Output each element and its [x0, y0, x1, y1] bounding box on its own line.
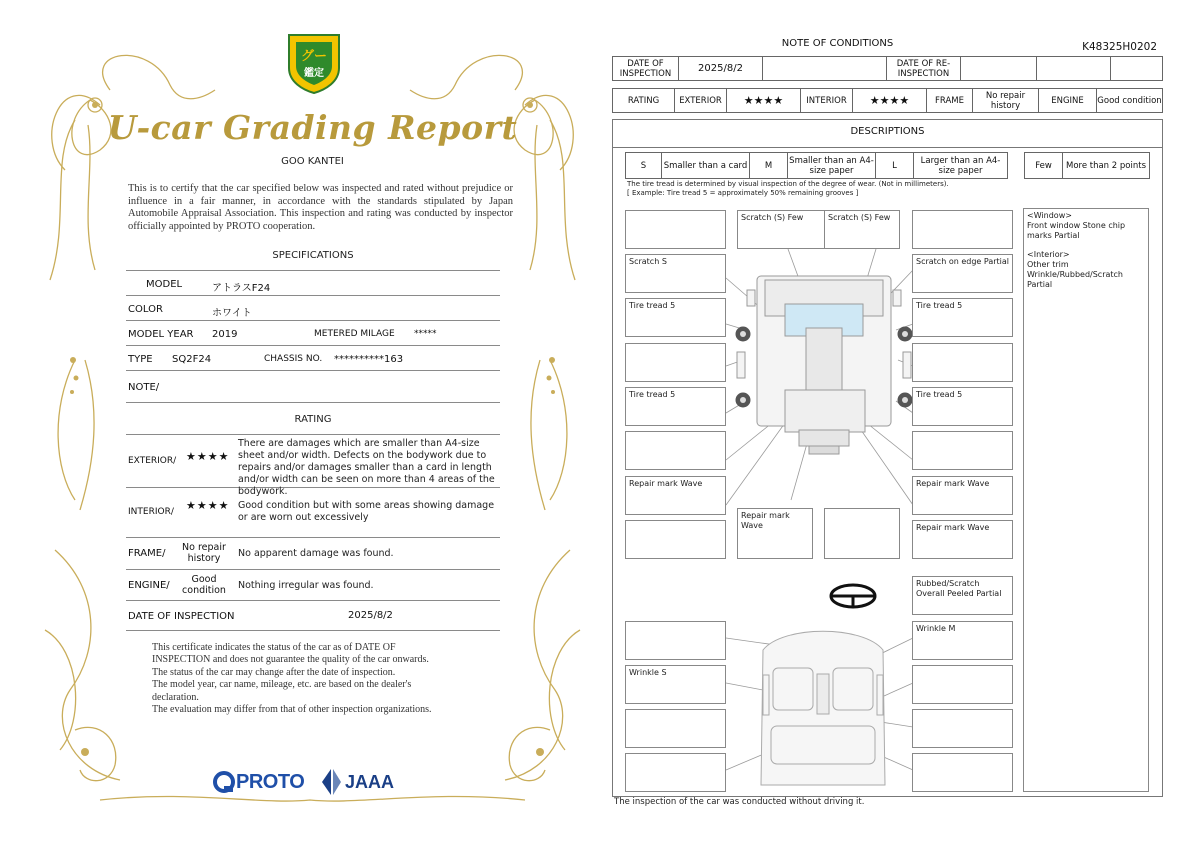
frame-value: No repair history — [182, 542, 226, 564]
legend-l: L — [876, 153, 914, 178]
date-of-inspection-value: 2025/8/2 — [348, 610, 393, 621]
legend-s-text: Smaller than a card — [662, 153, 750, 178]
note-box: Repair mark Wave — [912, 520, 1013, 559]
engine-value: Good condition — [1097, 95, 1162, 106]
jaaa-logo-text: JAAA — [345, 772, 395, 792]
model-year-label: MODEL YEAR — [128, 329, 194, 340]
note-box: Scratch on edge Partial — [912, 254, 1013, 293]
note-box: Tire tread 5 — [912, 387, 1013, 426]
color-label: COLOR — [128, 304, 163, 315]
exterior-label: EXTERIOR/ — [128, 456, 177, 466]
frame-description: No apparent damage was found. — [238, 548, 394, 559]
rating-row-engine — [126, 570, 500, 601]
rating-row-date — [126, 601, 500, 631]
descriptions-heading: DESCRIPTIONS — [613, 126, 1162, 148]
type-value: SQ2F24 — [172, 354, 212, 365]
legend-few: Few — [1025, 153, 1063, 178]
rating-label: RATING — [613, 89, 675, 112]
legend-s: S — [626, 153, 662, 178]
disclaimer-line: This certificate indicates the status of the car as of DATE OF — [152, 642, 396, 653]
rating-heading: RATING — [294, 414, 332, 425]
report-subtitle: GOO KANTEI — [281, 156, 344, 167]
type-label: TYPE — [128, 354, 153, 365]
note-box — [625, 621, 726, 660]
chassis-label: CHASSIS NO. — [264, 354, 323, 364]
date-of-inspection-label: DATE OF INSPECTION — [613, 57, 679, 80]
model-label: MODEL — [146, 279, 183, 290]
interior-heading: <Interior> — [1027, 250, 1070, 259]
certification-statement: This is to certify that the car specified below was inspected and rated without prejudice or influence in a fair manner, in accordance with the standards stipulated by Japan Automobile Appraisal Association. This inspection and rating was conducted by inspector officially appointed by PROTO cooperation. — [128, 183, 513, 232]
disclaimer — [152, 642, 497, 716]
legend-m-text: Smaller than an A4-size paper — [788, 153, 876, 178]
interior-note: Other trim Wrinkle/Rubbed/Scratch Partial — [1027, 260, 1123, 289]
note-box: Tire tread 5 — [912, 298, 1013, 337]
proto-logo-text: PROTO — [236, 771, 305, 793]
note-box: Scratch (S) Few — [737, 210, 838, 249]
note-box — [625, 709, 726, 748]
note-box: Tire tread 5 — [625, 387, 726, 426]
spec-row-color — [126, 296, 500, 321]
svg-text:鑑定: 鑑定 — [304, 68, 324, 79]
date-of-inspection-value: 2025/8/2 — [679, 57, 763, 80]
reference-number: K48325H0202 — [1082, 41, 1157, 53]
legend-few-text: More than 2 points — [1065, 160, 1146, 171]
blank-cell — [763, 57, 887, 80]
engine-description: Nothing irregular was found. — [238, 580, 374, 591]
disclaimer-line: The evaluation may differ from that of other inspection organizations. — [152, 704, 432, 716]
note-box: Scratch S — [625, 254, 726, 293]
rating-table — [612, 88, 1163, 113]
disclaimer-line: The status of the car may change after the date of inspection. — [152, 666, 396, 678]
inspection-note: The inspection of the car was conducted without driving it. — [614, 797, 865, 807]
note-box — [625, 431, 726, 470]
tire-note-line: [ Example: Tire tread 5 = approximately 50% remaining grooves ] — [627, 189, 859, 197]
note-box — [912, 210, 1013, 249]
model-year-value: 2019 — [212, 329, 238, 340]
note-box: Repair mark Wave — [625, 476, 726, 515]
blank-cell — [961, 57, 1037, 80]
frame-label: FRAME — [927, 89, 973, 112]
note-box — [625, 343, 726, 382]
rating-row-frame — [126, 538, 500, 570]
blank-cell — [1037, 57, 1111, 80]
spec-row-model — [126, 271, 500, 296]
note-box: Repair mark Wave — [737, 508, 813, 559]
spec-row-year — [126, 321, 500, 346]
disclaimer-line: declaration. — [152, 691, 199, 703]
note-box — [912, 343, 1013, 382]
note-box — [824, 508, 900, 559]
model-value: アトラスF24 — [212, 283, 271, 294]
note-box — [912, 431, 1013, 470]
exterior-stars: ★★★★ — [727, 89, 801, 112]
note-box — [912, 665, 1013, 704]
grading-certificate — [40, 30, 585, 810]
car-top-view — [737, 276, 911, 454]
note-box — [912, 753, 1013, 792]
disclaimer-line: INSPECTION and does not guarantee the quality of the car onwards. — [152, 654, 429, 666]
exterior-description: There are damages which are smaller than A4-size sheet and/or width. Defects on the bodywork due to repairs and/or damages smaller than a card in length and/or width can be seen on more than 4 areas of the bodywork. — [238, 438, 495, 497]
rating-row-interior — [126, 488, 500, 538]
tire-note-line: The tire tread is determined by visual inspection of the degree of wear. (Not in millimeters). — [627, 180, 949, 188]
color-value: ホワイト — [212, 308, 252, 319]
report-title: U-car Grading Report — [107, 108, 518, 147]
rating-row-exterior — [126, 435, 500, 497]
window-heading: <Window> — [1027, 211, 1072, 220]
jaaa-logo-icon — [320, 768, 342, 796]
legend-m: M — [750, 153, 788, 178]
exterior-stars: ★★★★ — [186, 450, 230, 463]
engine-value: Good condition — [182, 574, 226, 596]
note-box: Rubbed/Scratch Overall Peeled Partial — [912, 576, 1013, 615]
spec-row-type — [126, 346, 500, 371]
chassis-value: **********163 — [334, 354, 404, 365]
interior-label: INTERIOR/ — [128, 507, 174, 517]
conditions-title: NOTE OF CONDITIONS — [781, 38, 894, 49]
note-box — [625, 520, 726, 559]
window-note: Front window Stone chip marks Partial — [1027, 221, 1126, 240]
frame-label: FRAME/ — [128, 548, 166, 559]
interior-label: INTERIOR — [801, 89, 853, 112]
proto-logo-icon — [212, 770, 236, 796]
note-of-conditions — [600, 30, 1175, 820]
note-box: Wrinkle M — [912, 621, 1013, 660]
blank-cell — [1111, 57, 1162, 80]
note-box: Scratch (S) Few — [824, 210, 900, 249]
note-box: Wrinkle S — [625, 665, 726, 704]
goo-kantei-badge-icon — [289, 35, 339, 93]
spec-row-note — [126, 371, 500, 403]
logos — [212, 768, 412, 798]
metered-mileage-value: ***** — [414, 329, 437, 339]
inspection-dates-table — [612, 56, 1163, 81]
interior-stars: ★★★★ — [853, 89, 927, 112]
note-box: Tire tread 5 — [625, 298, 726, 337]
note-label: NOTE/ — [128, 382, 160, 393]
interior-description: Good condition but with some areas showing damage or are worn out excessively — [238, 500, 495, 523]
legend-l-text: Larger than an A4-size paper — [920, 155, 1001, 176]
engine-label: ENGINE — [1039, 89, 1097, 112]
interior-stars: ★★★★ — [186, 499, 230, 512]
date-of-inspection-label: DATE OF INSPECTION — [128, 611, 235, 622]
window-interior-notes — [1023, 208, 1149, 792]
engine-label: ENGINE/ — [128, 580, 170, 591]
note-box — [912, 709, 1013, 748]
metered-mileage-label: METERED MILAGE — [314, 329, 395, 339]
car-interior-view — [761, 631, 885, 785]
note-box — [625, 753, 726, 792]
note-box: Repair mark Wave — [912, 476, 1013, 515]
disclaimer-line: The model year, car name, mileage, etc. are based on the dealer's — [152, 679, 412, 691]
svg-text:グー: グー — [300, 49, 328, 64]
steering-wheel-icon — [831, 585, 875, 607]
note-box — [625, 210, 726, 249]
exterior-label: EXTERIOR — [675, 89, 727, 112]
date-of-reinspection-label: DATE OF RE-INSPECTION — [887, 57, 961, 80]
specifications-heading: SPECIFICATIONS — [272, 250, 354, 261]
descriptions-panel — [612, 119, 1163, 797]
frame-value: No repair history — [973, 89, 1039, 112]
